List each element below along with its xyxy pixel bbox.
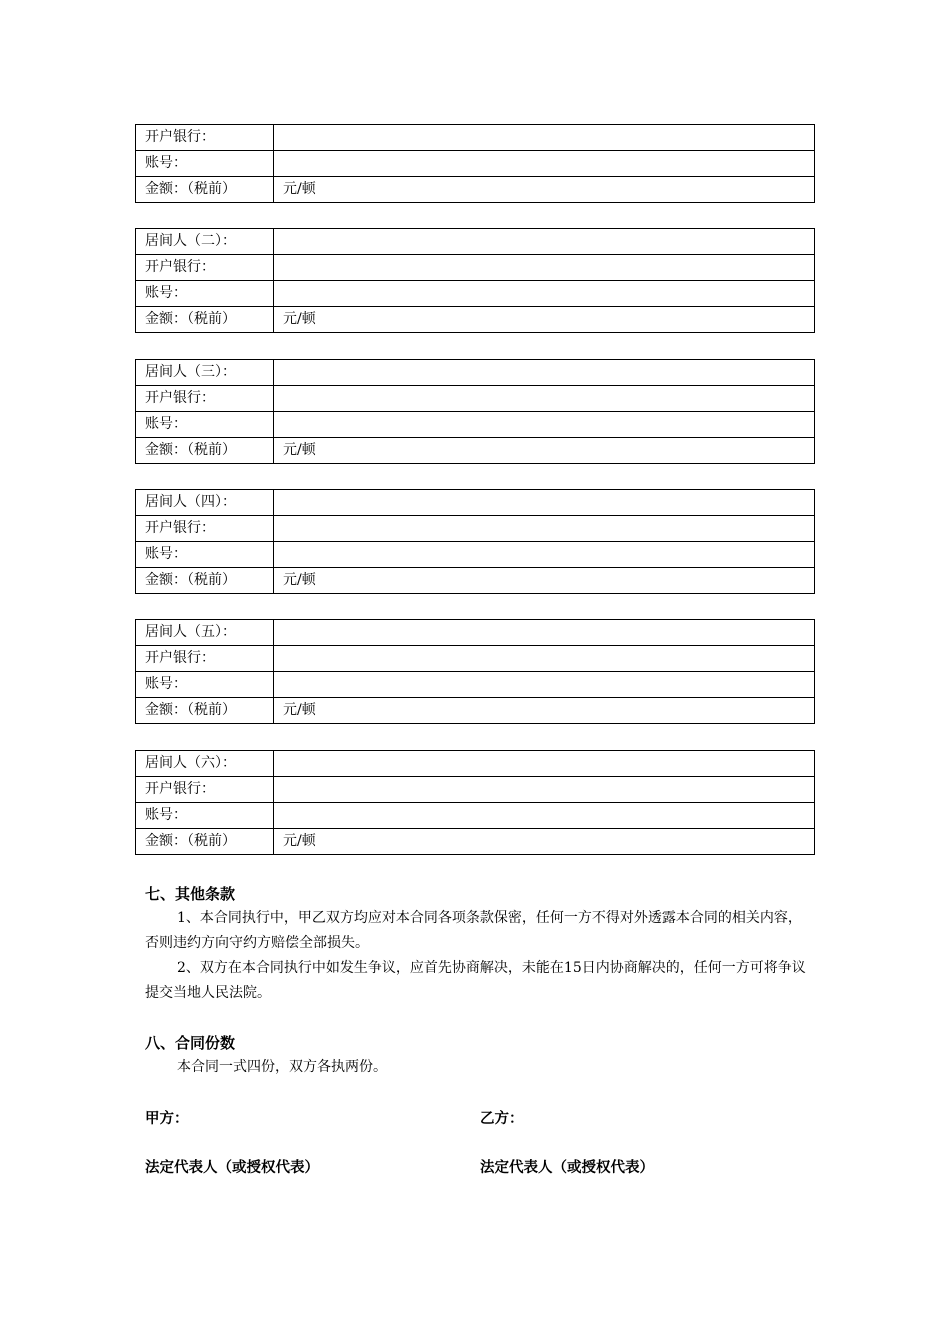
payee-table-4 xyxy=(135,489,815,594)
section-7-paragraph-2: 2、双方在本合同执行中如发生争议，应首先协商解决，未能在15日内协商解决的，任何一方可将争议提交当地人民法院。 xyxy=(145,960,806,1001)
row-label: 开户银行： xyxy=(136,255,274,281)
row-label: 金额：（税前） xyxy=(136,177,274,203)
table-row xyxy=(136,255,815,281)
party-a-label: 甲方： xyxy=(145,1111,189,1127)
row-label: 账号： xyxy=(136,672,274,698)
row-label: 账号： xyxy=(136,281,274,307)
table-row xyxy=(136,125,815,151)
row-label: 居间人（四）： xyxy=(136,490,274,516)
table-row xyxy=(136,829,815,855)
table-row xyxy=(136,177,815,203)
table-row xyxy=(136,751,815,777)
row-value: 元/顿 xyxy=(274,568,815,594)
row-value: 元/顿 xyxy=(274,177,815,203)
row-value xyxy=(274,620,815,646)
row-value xyxy=(274,777,815,803)
row-value: 元/顿 xyxy=(274,438,815,464)
payee-table-3 xyxy=(135,359,815,464)
table-row xyxy=(136,412,815,438)
payee-table-2 xyxy=(135,228,815,333)
row-value xyxy=(274,490,815,516)
row-value xyxy=(274,646,815,672)
party-a-representative-label: 法定代表人（或授权代表） xyxy=(145,1160,319,1176)
row-label: 金额：（税前） xyxy=(136,829,274,855)
row-label: 金额：（税前） xyxy=(136,698,274,724)
party-b-representative-label: 法定代表人（或授权代表） xyxy=(480,1160,654,1176)
row-value xyxy=(274,803,815,829)
party-b-label: 乙方： xyxy=(480,1111,524,1127)
table-row xyxy=(136,698,815,724)
row-label: 开户银行： xyxy=(136,125,274,151)
row-label: 账号： xyxy=(136,803,274,829)
section-8-body xyxy=(145,1055,815,1080)
row-value: 元/顿 xyxy=(274,829,815,855)
row-label: 账号： xyxy=(136,412,274,438)
table-row xyxy=(136,386,815,412)
row-value: 元/顿 xyxy=(274,698,815,724)
row-label: 开户银行： xyxy=(136,516,274,542)
row-value xyxy=(274,386,815,412)
row-label: 账号： xyxy=(136,542,274,568)
row-label: 金额：（税前） xyxy=(136,438,274,464)
table-row xyxy=(136,229,815,255)
row-value xyxy=(274,255,815,281)
section-7-title: 七、其他条款 xyxy=(145,885,236,903)
row-value xyxy=(274,151,815,177)
table-row xyxy=(136,490,815,516)
table-row xyxy=(136,360,815,386)
payee-table-6 xyxy=(135,750,815,855)
table-row xyxy=(136,620,815,646)
row-label: 账号： xyxy=(136,151,274,177)
table-row xyxy=(136,542,815,568)
section-8-paragraph-1: 本合同一式四份，双方各执两份。 xyxy=(177,1059,387,1075)
row-label: 居间人（三）： xyxy=(136,360,274,386)
row-value xyxy=(274,672,815,698)
row-value xyxy=(274,751,815,777)
row-value xyxy=(274,360,815,386)
row-label: 开户银行： xyxy=(136,646,274,672)
row-value xyxy=(274,542,815,568)
row-value xyxy=(274,412,815,438)
table-row xyxy=(136,672,815,698)
table-row xyxy=(136,307,815,333)
table-row xyxy=(136,646,815,672)
table-row xyxy=(136,516,815,542)
table-row xyxy=(136,151,815,177)
section-8-title: 八、合同份数 xyxy=(145,1034,236,1052)
payee-table-1 xyxy=(135,124,815,203)
table-row xyxy=(136,281,815,307)
row-label: 居间人（五）： xyxy=(136,620,274,646)
table-row xyxy=(136,568,815,594)
row-value xyxy=(274,281,815,307)
table-row xyxy=(136,777,815,803)
row-label: 开户银行： xyxy=(136,386,274,412)
table-row xyxy=(136,438,815,464)
table-row xyxy=(136,803,815,829)
row-label: 金额：（税前） xyxy=(136,568,274,594)
row-label: 居间人（二）： xyxy=(136,229,274,255)
row-label: 金额：（税前） xyxy=(136,307,274,333)
row-value: 元/顿 xyxy=(274,307,815,333)
row-label: 开户银行： xyxy=(136,777,274,803)
section-7-paragraph-1: 1、本合同执行中，甲乙双方均应对本合同各项条款保密，任何一方不得对外透露本合同的相关内容，否则违约方向守约方赔偿全部损失。 xyxy=(145,910,802,951)
row-value xyxy=(274,516,815,542)
row-label: 居间人（六）： xyxy=(136,751,274,777)
payee-table-5 xyxy=(135,619,815,724)
row-value xyxy=(274,125,815,151)
row-value xyxy=(274,229,815,255)
section-7-body xyxy=(145,906,815,1006)
